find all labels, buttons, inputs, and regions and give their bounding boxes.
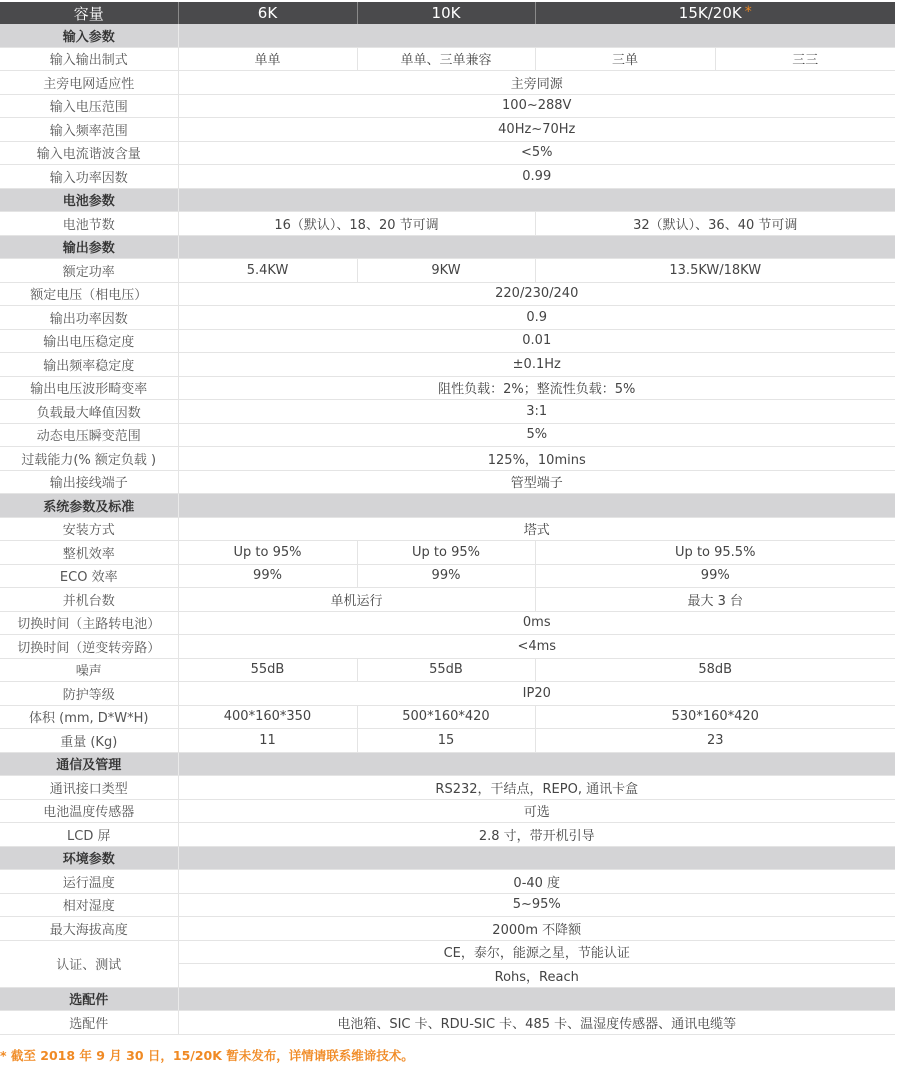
cell: 5~95%	[178, 893, 895, 917]
spec-table	[0, 2, 895, 1035]
cell: Up to 95.5%	[535, 541, 895, 565]
cell: RS232，干结点，REPO, 通讯卡盒	[178, 776, 895, 800]
section-fill	[178, 24, 895, 47]
cell: 530*160*420	[535, 705, 895, 729]
cell: 23	[535, 729, 895, 753]
section-row-comm	[0, 752, 895, 776]
footnote-star-icon: *	[744, 4, 752, 20]
table-row	[0, 705, 895, 729]
table-row	[0, 823, 895, 847]
table-row	[0, 94, 895, 118]
row-label: 负载最大峰值因数	[0, 400, 178, 424]
table-row	[0, 376, 895, 400]
row-label: 输出接线端子	[0, 470, 178, 494]
table-row	[0, 165, 895, 189]
table-row	[0, 141, 895, 165]
table-row	[0, 400, 895, 424]
row-label: 额定功率	[0, 259, 178, 283]
row-label: LCD 屏	[0, 823, 178, 847]
row-label: 输入输出制式	[0, 47, 178, 71]
cell: 5.4KW	[178, 259, 357, 283]
table-row	[0, 870, 895, 894]
row-label: 主旁电网适应性	[0, 71, 178, 95]
cell: 单单、三单兼容	[357, 47, 535, 71]
cell: 单机运行	[178, 588, 535, 612]
row-label: 输出电压波形畸变率	[0, 376, 178, 400]
cell: Rohs，Reach	[178, 964, 895, 988]
cell: ±0.1Hz	[178, 353, 895, 377]
section-fill	[178, 752, 895, 776]
cell: 15	[357, 729, 535, 753]
cell: CE，泰尔，能源之星，节能认证	[178, 940, 895, 964]
section-row-battery	[0, 188, 895, 212]
row-label: 过载能力(% 额定负载 )	[0, 447, 178, 471]
section-title: 选配件	[0, 987, 178, 1011]
cell: 40Hz~70Hz	[178, 118, 895, 142]
table-row	[0, 423, 895, 447]
section-row-output	[0, 235, 895, 259]
cell: 单单	[178, 47, 357, 71]
table-row	[0, 212, 895, 236]
model-10k-header: 10K	[357, 2, 535, 24]
cell: 0ms	[178, 611, 895, 635]
row-label: 选配件	[0, 1011, 178, 1035]
row-label: 重量 (Kg)	[0, 729, 178, 753]
table-row	[0, 776, 895, 800]
cell: 99%	[535, 564, 895, 588]
table-row	[0, 329, 895, 353]
cell: 99%	[178, 564, 357, 588]
section-row-env	[0, 846, 895, 870]
row-label: 最大海拔高度	[0, 917, 178, 941]
section-title: 输入参数	[0, 24, 178, 47]
section-title: 输出参数	[0, 235, 178, 259]
table-row	[0, 282, 895, 306]
table-row	[0, 893, 895, 917]
section-fill	[178, 987, 895, 1011]
section-title: 系统参数及标准	[0, 494, 178, 518]
row-label: 整机效率	[0, 541, 178, 565]
cell: 管型端子	[178, 470, 895, 494]
cell: 55dB	[178, 658, 357, 682]
cell: 125%，10mins	[178, 447, 895, 471]
cell: 0.9	[178, 306, 895, 330]
table-row	[0, 353, 895, 377]
section-fill	[178, 188, 895, 212]
row-label: 通讯接口类型	[0, 776, 178, 800]
cell: 16（默认）、18、20 节可调	[178, 212, 535, 236]
table-row	[0, 118, 895, 142]
cell: 最大 3 台	[535, 588, 895, 612]
table-row	[0, 1011, 895, 1035]
row-label: 额定电压（相电压）	[0, 282, 178, 306]
table-row	[0, 917, 895, 941]
cell: <5%	[178, 141, 895, 165]
cell: 2000m 不降额	[178, 917, 895, 941]
section-fill	[178, 846, 895, 870]
row-label: ECO 效率	[0, 564, 178, 588]
row-label: 认证、测试	[0, 940, 178, 987]
cell: 220/230/240	[178, 282, 895, 306]
cell: 电池箱、SIC 卡、RDU-SIC 卡、485 卡、温湿度传感器、通讯电缆等	[178, 1011, 895, 1035]
capacity-header: 容量	[0, 2, 178, 24]
cell: 三单	[535, 47, 715, 71]
cell: 3:1	[178, 400, 895, 424]
row-label: 输入功率因数	[0, 165, 178, 189]
cell: 9KW	[357, 259, 535, 283]
section-title: 电池参数	[0, 188, 178, 212]
cell: 100~288V	[178, 94, 895, 118]
table-row	[0, 470, 895, 494]
model-15k20k-header	[535, 2, 895, 24]
table-row	[0, 799, 895, 823]
section-fill	[178, 235, 895, 259]
cell: 99%	[357, 564, 535, 588]
table-row	[0, 658, 895, 682]
table-row	[0, 71, 895, 95]
section-fill	[178, 494, 895, 518]
cell: 0.01	[178, 329, 895, 353]
row-label: 动态电压瞬变范围	[0, 423, 178, 447]
section-title: 通信及管理	[0, 752, 178, 776]
table-row	[0, 47, 895, 71]
cell: IP20	[178, 682, 895, 706]
section-title: 环境参数	[0, 846, 178, 870]
section-row-accessories	[0, 987, 895, 1011]
cell: Up to 95%	[178, 541, 357, 565]
row-label: 噪声	[0, 658, 178, 682]
table-row	[0, 682, 895, 706]
cell: 三三	[715, 47, 895, 71]
row-label: 输出电压稳定度	[0, 329, 178, 353]
section-row-input	[0, 24, 895, 47]
table-row	[0, 517, 895, 541]
model-6k-header: 6K	[178, 2, 357, 24]
row-label: 输入电流谐波含量	[0, 141, 178, 165]
cell: 55dB	[357, 658, 535, 682]
cell: 32（默认）、36、40 节可调	[535, 212, 895, 236]
cell: 13.5KW/18KW	[535, 259, 895, 283]
cell: Up to 95%	[357, 541, 535, 565]
row-label: 输入频率范围	[0, 118, 178, 142]
table-row	[0, 611, 895, 635]
cell: 5%	[178, 423, 895, 447]
cell: 400*160*350	[178, 705, 357, 729]
row-label: 安装方式	[0, 517, 178, 541]
cell: 11	[178, 729, 357, 753]
row-label: 输出频率稳定度	[0, 353, 178, 377]
row-label: 电池节数	[0, 212, 178, 236]
section-row-system	[0, 494, 895, 518]
row-label: 切换时间（主路转电池）	[0, 611, 178, 635]
table-row	[0, 541, 895, 565]
row-label: 切换时间（逆变转旁路）	[0, 635, 178, 659]
cell: 塔式	[178, 517, 895, 541]
table-row	[0, 635, 895, 659]
footnote: * 截至 2018 年 9 月 30 日，15/20K 暂未发布，详情请联系维谛技术。	[0, 1048, 414, 1063]
header-row	[0, 2, 895, 24]
cell: 0.99	[178, 165, 895, 189]
table-row	[0, 588, 895, 612]
model-15k20k-label: 15K/20K	[678, 4, 742, 22]
table-row	[0, 564, 895, 588]
cell: 主旁同源	[178, 71, 895, 95]
cell: 阻性负载：2%；整流性负载：5%	[178, 376, 895, 400]
table-row	[0, 729, 895, 753]
table-row	[0, 447, 895, 471]
table-row	[0, 259, 895, 283]
row-label: 输出功率因数	[0, 306, 178, 330]
cell: 500*160*420	[357, 705, 535, 729]
cell: 0-40 度	[178, 870, 895, 894]
row-label: 防护等级	[0, 682, 178, 706]
table-row	[0, 306, 895, 330]
row-label: 电池温度传感器	[0, 799, 178, 823]
cell: <4ms	[178, 635, 895, 659]
row-label: 并机台数	[0, 588, 178, 612]
row-label: 输入电压范围	[0, 94, 178, 118]
cell: 可选	[178, 799, 895, 823]
table-row	[0, 940, 895, 964]
row-label: 相对湿度	[0, 893, 178, 917]
cell: 58dB	[535, 658, 895, 682]
row-label: 运行温度	[0, 870, 178, 894]
row-label: 体积 (mm, D*W*H)	[0, 705, 178, 729]
cell: 2.8 寸，带开机引导	[178, 823, 895, 847]
